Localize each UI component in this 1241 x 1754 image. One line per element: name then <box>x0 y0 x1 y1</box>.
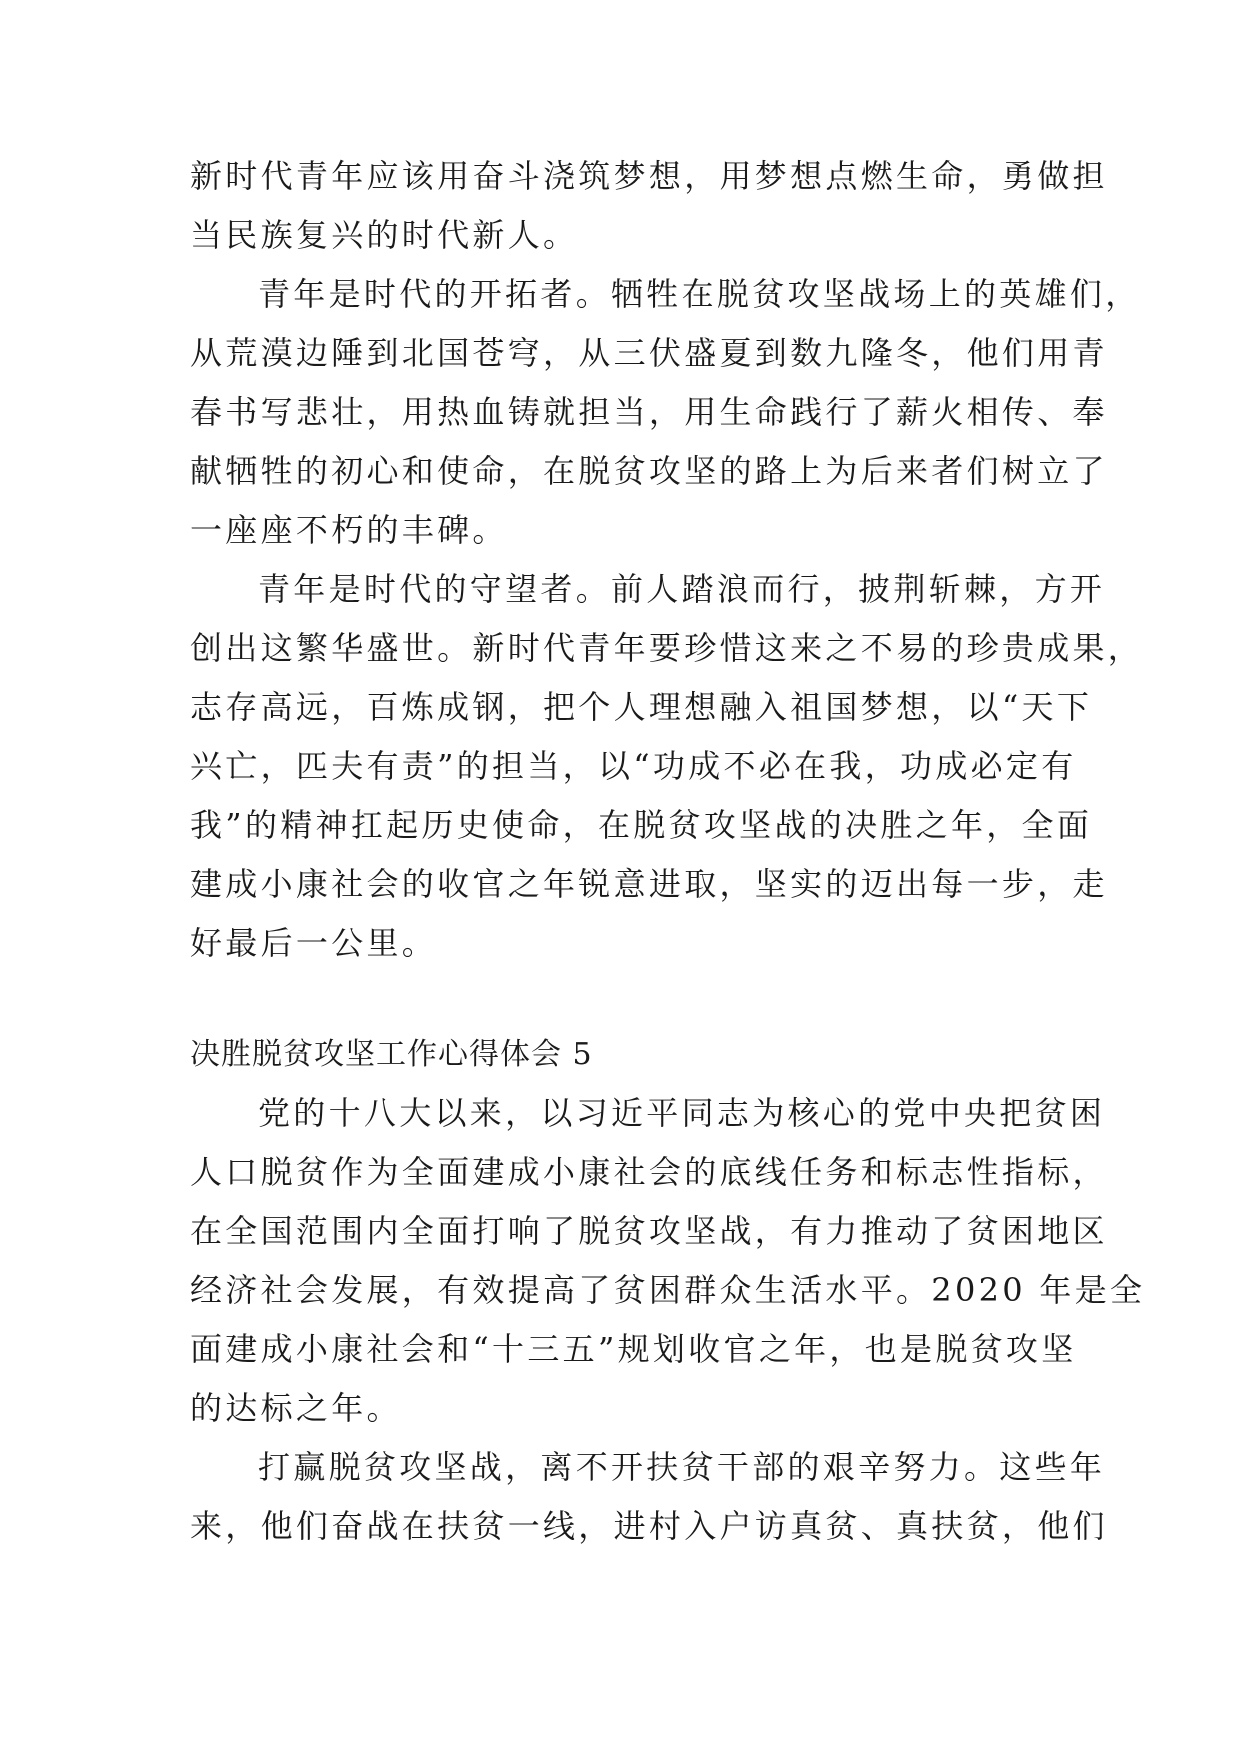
text-line: 经济社会发展，有效提高了贫困群众生活水平。2020 年是全 <box>190 1271 1146 1309</box>
text-line: 兴亡，匹夫有责”的担当，以“功成不必在我，功成必定有 <box>190 747 1077 785</box>
text-line: 在全国范围内全面打响了脱贫攻坚战，有力推动了贫困地区 <box>190 1212 1108 1250</box>
paragraph <box>190 1084 1146 1438</box>
text-line: 来，他们奋战在扶贫一线，进村入户访真贫、真扶贫，他们 <box>190 1507 1108 1545</box>
text-line: 从荒漠边陲到北国苍穹，从三伏盛夏到数九隆冬，他们用青 <box>190 334 1108 372</box>
text-line: 新时代青年应该用奋斗浇筑梦想，用梦想点燃生命，勇做担 <box>190 157 1108 195</box>
text-line: 创出这繁华盛世。新时代青年要珍惜这来之不易的珍贵成果， <box>190 629 1144 667</box>
text-line: 春书写悲壮，用热血铸就担当，用生命践行了薪火相传、奉 <box>190 393 1108 431</box>
text-line: 当民族复兴的时代新人。 <box>190 216 579 254</box>
text-line: 献牺牲的初心和使命，在脱贫攻坚的路上为后来者们树立了 <box>190 452 1108 490</box>
text-line: 志存高远，百炼成钢，把个人理想融入祖国梦想，以“天下 <box>190 688 1093 726</box>
text-line: 青年是时代的开拓者。牺牲在脱贫攻坚战场上的英雄们， <box>258 275 1141 313</box>
paragraph <box>190 265 1141 560</box>
text-line: 我”的精神扛起历史使命，在脱贫攻坚战的决胜之年，全面 <box>190 806 1093 844</box>
body-text-section-2 <box>190 1084 1146 1556</box>
text-line: 青年是时代的守望者。前人踏浪而行，披荆斩棘，方开 <box>258 570 1106 608</box>
text-line: 好最后一公里。 <box>190 924 438 962</box>
section-heading: 决胜脱贫攻坚工作心得体会 5 <box>190 1037 593 1072</box>
paragraph <box>190 1438 1108 1556</box>
text-line: 的达标之年。 <box>190 1389 402 1427</box>
text-line: 建成小康社会的收官之年锐意进取，坚实的迈出每一步，走 <box>190 865 1108 903</box>
text-line: 一座座不朽的丰碑。 <box>190 511 508 549</box>
text-line: 面建成小康社会和“十三五”规划收官之年，也是脱贫攻坚 <box>190 1330 1077 1368</box>
body-text-section-1 <box>190 147 1144 973</box>
text-line: 人口脱贫作为全面建成小康社会的底线任务和标志性指标， <box>190 1153 1108 1191</box>
paragraph <box>190 560 1144 973</box>
text-line: 打赢脱贫攻坚战，离不开扶贫干部的艰辛努力。这些年 <box>258 1448 1106 1486</box>
paragraph <box>190 147 1108 265</box>
text-line: 党的十八大以来，以习近平同志为核心的党中央把贫困 <box>258 1094 1106 1132</box>
